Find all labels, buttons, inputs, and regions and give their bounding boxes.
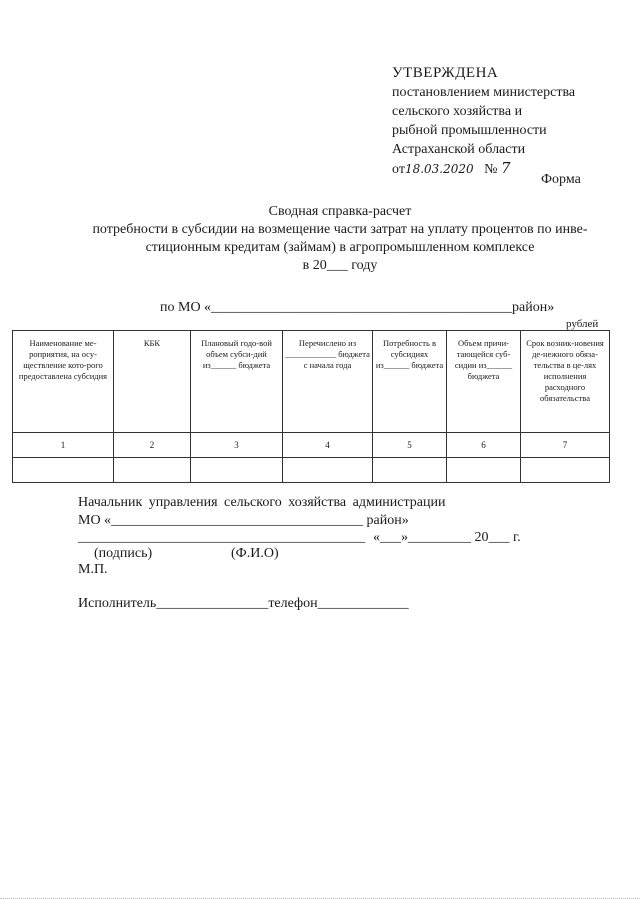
executor-blank: ________________ xyxy=(156,596,269,611)
table-header-row xyxy=(13,331,610,433)
table-column-number: 7 xyxy=(521,433,610,458)
table-empty-row xyxy=(13,458,610,483)
table-number-row xyxy=(13,433,610,458)
executor-line xyxy=(78,596,409,612)
table-cell xyxy=(521,458,610,483)
document-subtitle: стиционным кредитам (займам) в агропромышленном комплексе xyxy=(145,240,535,255)
document-title: Сводная справка-расчет xyxy=(268,204,412,219)
phone-label: телефон xyxy=(268,596,318,611)
document-year: в 20___ году xyxy=(302,258,378,273)
table-header-cell: Плановый годо-вой объем субси-дий из______ бюджета xyxy=(191,331,283,433)
units-label: рублей xyxy=(566,318,599,330)
name-caption: (Ф.И.О) xyxy=(231,546,279,561)
table-cell xyxy=(13,458,114,483)
table-cell xyxy=(283,458,373,483)
table-column-number: 5 xyxy=(373,433,447,458)
chief-title: Начальник управления сельского хозяйства администрации xyxy=(78,495,446,510)
signature-caption: (подпись) xyxy=(94,546,153,561)
approval-line: сельского хозяйства и xyxy=(392,104,523,119)
approval-line: рыбной промышленности xyxy=(392,123,547,138)
signature-blank: _________________________________________ xyxy=(78,530,365,545)
table-cell xyxy=(447,458,521,483)
chief-municipality: МО «____________________________________ район» xyxy=(78,513,409,528)
document-subtitle: потребности в субсидии на возмещение части затрат на уплату процентов по инве- xyxy=(92,222,588,237)
seal-place-label: М.П. xyxy=(78,562,108,577)
table-column-number: 6 xyxy=(447,433,521,458)
handwritten-number: 7 xyxy=(501,159,511,177)
approval-line: Астраханской области xyxy=(392,142,526,157)
table-header-cell: КБК xyxy=(114,331,191,433)
approval-number-prefix: № xyxy=(484,162,498,177)
table-cell xyxy=(114,458,191,483)
table-column-number: 2 xyxy=(114,433,191,458)
chief-block xyxy=(78,494,446,530)
document-heading xyxy=(60,203,620,275)
form-label: Форма xyxy=(541,172,581,187)
table-header-cell: Потребность в субсидиях из______ бюджета xyxy=(373,331,447,433)
phone-blank: _____________ xyxy=(317,596,409,611)
date-blank: «___»_________ 20___ г. xyxy=(373,530,521,545)
table-column-number: 1 xyxy=(13,433,114,458)
table-column-number: 3 xyxy=(191,433,283,458)
handwritten-date: 18.03.2020 xyxy=(404,162,474,176)
table-cell xyxy=(373,458,447,483)
table-column-number: 4 xyxy=(283,433,373,458)
table-header-cell: Перечислено из ____________ бюджета с начала года xyxy=(283,331,373,433)
approval-date-prefix: от xyxy=(392,162,405,177)
table-cell xyxy=(191,458,283,483)
subsidy-table xyxy=(12,330,610,483)
table-header-cell: Срок возник-новения де-нежного обяза-тельства в це-лях исполнения расходного обязательства xyxy=(521,331,610,433)
executor-label: Исполнитель xyxy=(78,596,157,611)
approval-title: УТВЕРЖДЕНА xyxy=(392,65,499,81)
approval-line: постановлением министерства xyxy=(392,85,576,100)
municipality-line: по МО «___________________________________________район» xyxy=(160,300,555,315)
approval-stamp xyxy=(392,64,575,179)
scan-edge-divider xyxy=(0,898,640,899)
table-header-cell: Наименование ме-роприятия, на осу-ществление кото-рого предоставлена субсидия xyxy=(13,331,114,433)
table-header-cell: Объем причи-тающейся суб-сидии из______ бюджета xyxy=(447,331,521,433)
